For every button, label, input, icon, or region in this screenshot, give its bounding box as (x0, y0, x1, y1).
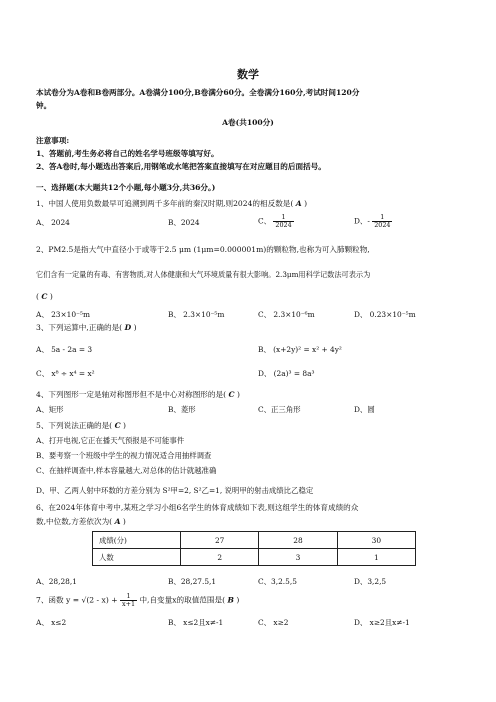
answer-4: C (228, 390, 235, 399)
intro-line-1: 本试卷分为A卷和B卷两部分。A卷满分100分,B卷满分60分。全卷满分160分,考试时间120分 (36, 88, 360, 97)
note-1: 1、答题前,考生务必将自己的姓名学号班级等填写好。 (36, 149, 219, 158)
q2-option-b: B、 2.3×10⁻⁵m (168, 310, 225, 319)
question-6-line-2: 数,中位数,方差依次为( A ) (36, 517, 126, 526)
q5-option-d: D、甲、乙两人射中环数的方差分别为 S²甲=2, S²乙=1, 说明甲的射击成绩比乙稳定 (36, 486, 314, 495)
q1-option-c: C、 $\frac{1}{2024}$ (258, 213, 292, 229)
q6-option-c: C、3,2.5,5 (258, 577, 297, 586)
section-a-heading: A卷(共100分) (222, 118, 274, 127)
q5-option-c: C、在抽样调查中,样本容量越大,对总体的估计就越准确 (36, 466, 217, 475)
q4-option-a: A、矩形 (36, 405, 64, 414)
answer-3: D (124, 323, 132, 332)
table-header-cell: 27 (181, 532, 259, 549)
score-table (92, 531, 416, 566)
table-header-cell: 30 (337, 532, 415, 549)
intro-line-2: 钟。 (36, 101, 52, 110)
part-1-heading: 一、选择题(本大题共12个小题,每小题3分,共36分。) (36, 183, 216, 192)
question-2-line-3: ( C ) (36, 292, 53, 301)
q6-option-a: A、28,28,1 (36, 577, 77, 586)
q3-option-b: B、 (x+2y)² = x² + 4y² (258, 345, 342, 354)
question-6-line-1: 6、在2024年体育中考中,某班之学习小组6名学生的体育成绩如下表,则这组学生的体育成绩的众 (36, 503, 359, 512)
answer-1: A (295, 199, 302, 208)
q4-option-c: C、正三角形 (258, 405, 301, 414)
q6-option-d: D、3,2,5 (354, 577, 387, 586)
table-cell: 3 (259, 549, 337, 566)
table-row (93, 549, 416, 566)
q1-option-d: D、- $\frac{1}{2024}$ (354, 213, 391, 229)
q4-option-b: B、菱形 (168, 405, 196, 414)
table-row (93, 532, 416, 549)
q1-c-fraction: $\frac{1}{2024}$ (275, 213, 292, 229)
q1-d-fraction: $\frac{1}{2024}$ (374, 213, 391, 229)
table-cell: 1 (337, 549, 415, 566)
table-cell: 人数 (93, 549, 181, 566)
answer-7: B (227, 595, 234, 605)
q6-option-b: B、28,27.5,1 (168, 577, 217, 586)
table-cell: 2 (181, 549, 259, 566)
question-2-line-1: 2、PM2.5是指大气中直径小于或等于2.5 μm (1μm=0.000001m)的颗粒物,也称为可入肺颗粒物, (36, 245, 370, 254)
answer-2: C (41, 292, 48, 301)
q5-option-b: B、要考察一个班级中学生的视力情况适合用抽样调查 (36, 451, 212, 460)
q2-option-d: D、 0.23×10⁻⁵m (354, 310, 416, 319)
q1-option-a: A、 2024 (36, 218, 70, 227)
question-1-stem: 1、中国人使用负数最早可追溯到两千多年前的秦汉时期,则2024的相反数是( A ) (36, 199, 308, 208)
question-3-stem: 3、下列运算中,正确的是( D ) (36, 323, 137, 332)
q1-option-b: B、2024 (168, 218, 200, 227)
q5-option-a: A、打开电视,它正在播天气预报是不可能事件 (36, 436, 185, 445)
q7-option-a: A、 x≤2 (36, 618, 67, 627)
q3-option-a: A、 5a - 2a = 3 (36, 345, 93, 354)
question-5-stem: 5、下列说法正确的是( C ) (36, 421, 126, 430)
q2-option-a: A、 23×10⁻⁵m (36, 310, 90, 319)
question-4-stem: 4、下列图形一定是轴对称图形但不是中心对称图形的是( C ) (36, 390, 240, 399)
q7-option-c: C、 x≥2 (258, 618, 289, 627)
answer-6: A (114, 517, 121, 526)
q7-option-b: B、 x≤2且x≠-1 (168, 618, 224, 627)
q3-option-d: D、 (2a)³ = 8a³ (258, 369, 315, 378)
q3-option-c: C、 x⁸ ÷ x⁴ = x² (36, 369, 95, 378)
page-title: 数学 (237, 68, 259, 81)
q7-fraction: $\frac{1}{x+1}$ (121, 592, 136, 608)
q4-option-d: D、圆 (354, 405, 375, 414)
q2-option-c: C、 2.3×10⁻⁶m (258, 310, 315, 319)
note-2: 2、答A卷时,每小题选出答案后,用钢笔或水笔把答案直接填写在对应题目的后面括号。 (36, 162, 326, 171)
notes-title: 注意事项: (36, 136, 70, 145)
table-header-cell: 28 (259, 532, 337, 549)
table-header-cell: 成绩(分) (93, 532, 181, 549)
q7-option-d: D、 x≥2且x≠-1 (354, 618, 410, 627)
answer-5: C (114, 421, 121, 430)
question-2-line-2: 它们含有一定量的有毒、有害物质,对人体健康和大气环境质量有很大影响。2.3μm用科学记数法可表示为 (36, 270, 371, 279)
question-7-stem: 7、函数 y = √(2 - x) + $\frac{1}{x+1}$ 中,自变量x的取值范围是( B ) (36, 592, 240, 608)
